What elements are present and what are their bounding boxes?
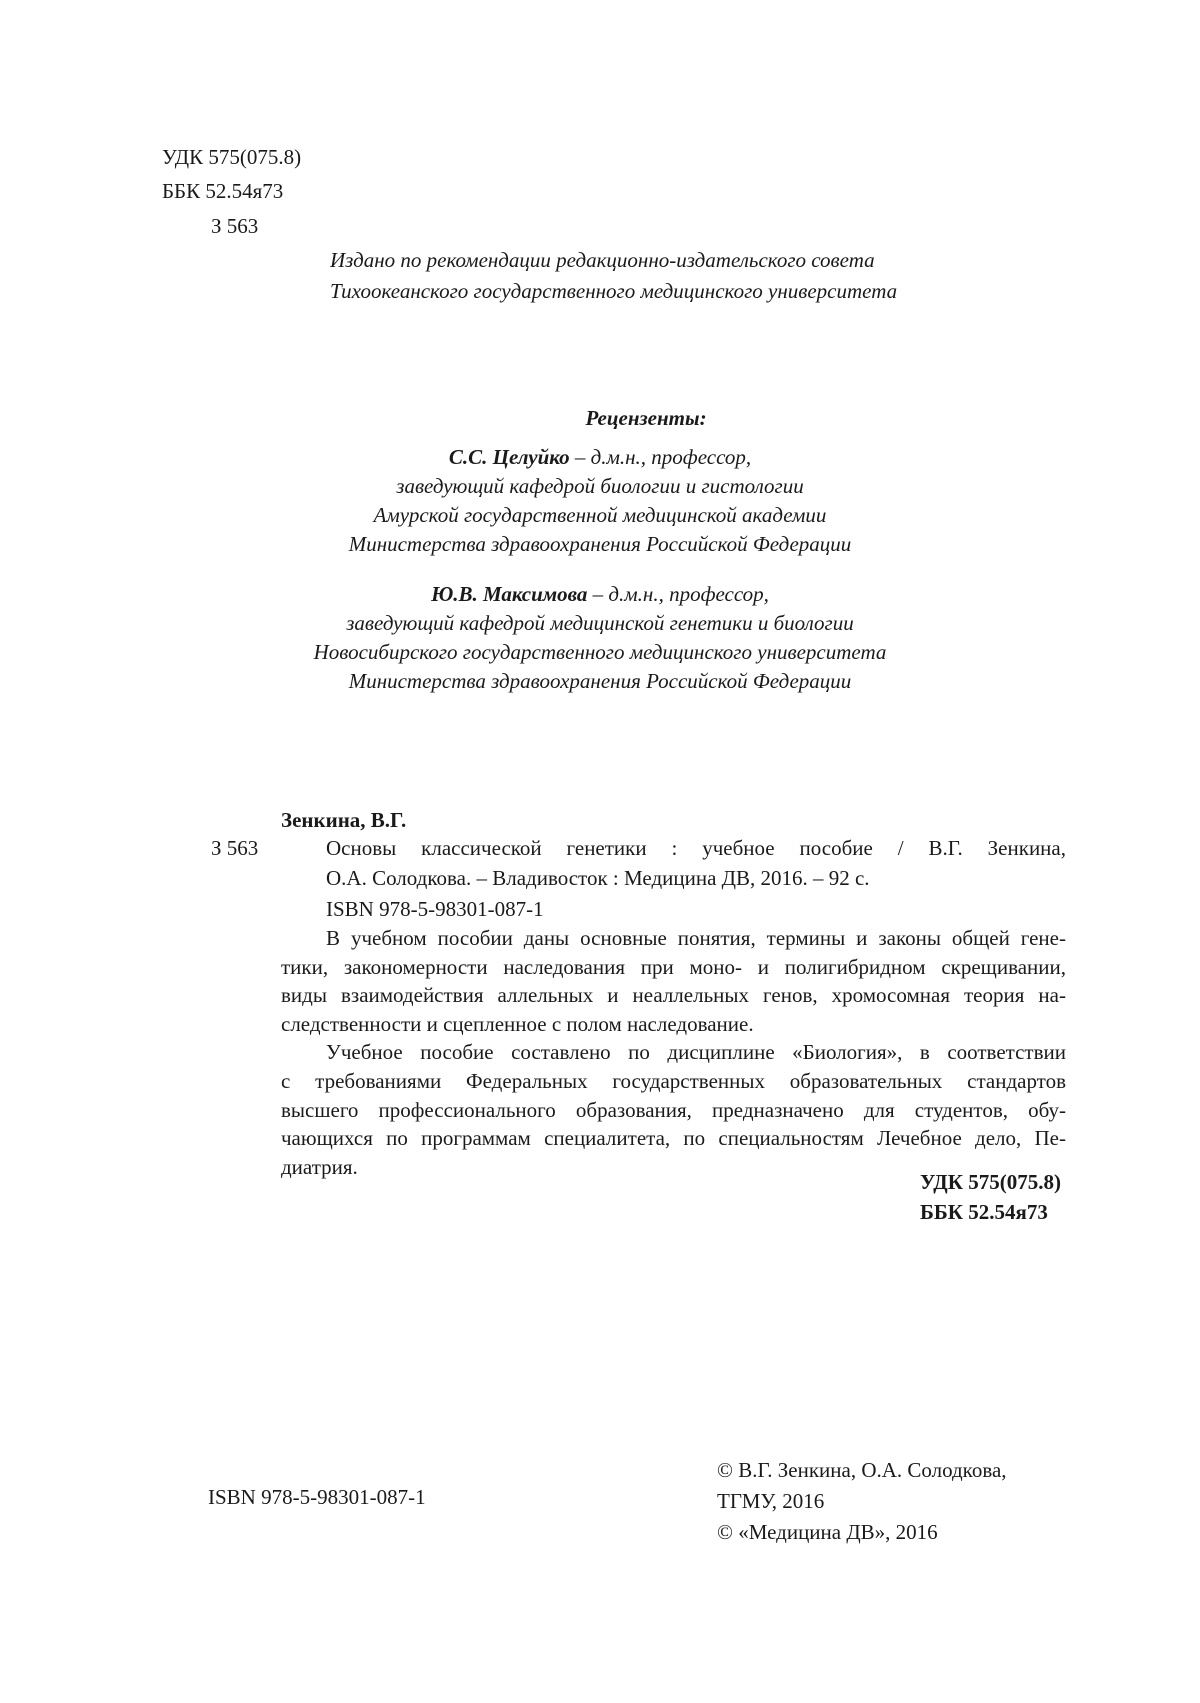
bbk-code: ББК 52.54я73 xyxy=(162,179,284,203)
card-isbn: ISBN 978-5-98301-087-1 xyxy=(326,897,544,921)
abstract-line: В учебном пособии даны основные понятия, термины и законы общей гене- xyxy=(326,926,1066,950)
abstract-line: диатрия. xyxy=(281,1154,358,1179)
card-author-sign: З 563 xyxy=(211,836,259,860)
reviewers-heading: Рецензенты: xyxy=(585,406,707,430)
reviewer-position: заведующий кафедрой биологии и гистологии xyxy=(396,474,804,498)
copyright-line: © В.Г. Зенкина, О.А. Солодкова, xyxy=(717,1458,1007,1482)
reviewer-ministry: Министерства здравоохранения Российской Федерации xyxy=(348,669,852,693)
abstract-line: с требованиями Федеральных государственных образовательных стандартов xyxy=(281,1068,1066,1093)
description-line: О.А. Солодкова. – Владивосток : Медицина ДВ, 2016. – 92 с. xyxy=(326,866,870,890)
abstract-line: тики, закономерности наследования при моно- и полигибридном скрещивании, xyxy=(281,954,1066,979)
abstract-line: виды взаимодействия аллельных и неаллельных генов, хромосомная теория на- xyxy=(281,983,1066,1008)
reviewer-institution: Новосибирского государственного медицинского университета xyxy=(313,640,887,664)
abstract-line: Учебное пособие составлено по дисциплине «Биология», в соответствии xyxy=(326,1040,1066,1065)
recommendation-line: Издано по рекомендации редакционно-издательского совета xyxy=(330,248,875,272)
abstract xyxy=(281,928,1066,1185)
reviewer-block xyxy=(0,447,1200,563)
copyright-line: ТГМУ, 2016 xyxy=(717,1489,825,1513)
recommendation-line: Тихоокеанского государственного медицинского университета xyxy=(330,279,898,303)
reviewer-title: – д.м.н., профессор, xyxy=(587,582,769,606)
reviewer-name-line xyxy=(0,584,1200,613)
reviewer-title: – д.м.н., профессор, xyxy=(569,445,752,469)
reviewer-position: заведующий кафедрой медицинской генетики и биологии xyxy=(346,611,854,635)
reviewer-institution: Амурской государственной медицинской академии xyxy=(373,503,827,527)
abstract-line: следственности и сцепленное с полом наследование. xyxy=(281,1011,754,1036)
publishing-recommendation xyxy=(330,250,897,312)
description-line: Основы классической генетики : учебное пособие / В.Г. Зенкина, xyxy=(326,836,1066,860)
abstract-line: высшего профессионального образования, предназначено для студентов, обу- xyxy=(281,1097,1066,1122)
reviewer-block xyxy=(0,584,1200,700)
copyright-block xyxy=(717,1460,1007,1553)
copyright-line: © «Медицина ДВ», 2016 xyxy=(717,1520,938,1544)
reviewer-name: Ю.В. Максимова xyxy=(431,582,588,606)
abstract-line: чающихся по программам специалитета, по специальностям Лечебное дело, Пе- xyxy=(281,1126,1066,1151)
reviewer-name-line xyxy=(0,447,1200,476)
bibliographic-description xyxy=(326,838,1066,898)
card-author: Зенкина, В.Г. xyxy=(281,808,407,832)
card-bbk: ББК 52.54я73 xyxy=(920,1200,1048,1224)
card-udk: УДК 575(075.8) xyxy=(920,1170,1061,1194)
author-sign-code: З 563 xyxy=(211,214,259,238)
reviewer-ministry: Министерства здравоохранения Российской Федерации xyxy=(348,532,852,556)
reviewer-name: С.С. Целуйко xyxy=(448,445,570,469)
footer-isbn: ISBN 978-5-98301-087-1 xyxy=(208,1485,426,1509)
udk-code: УДК 575(075.8) xyxy=(162,145,302,169)
